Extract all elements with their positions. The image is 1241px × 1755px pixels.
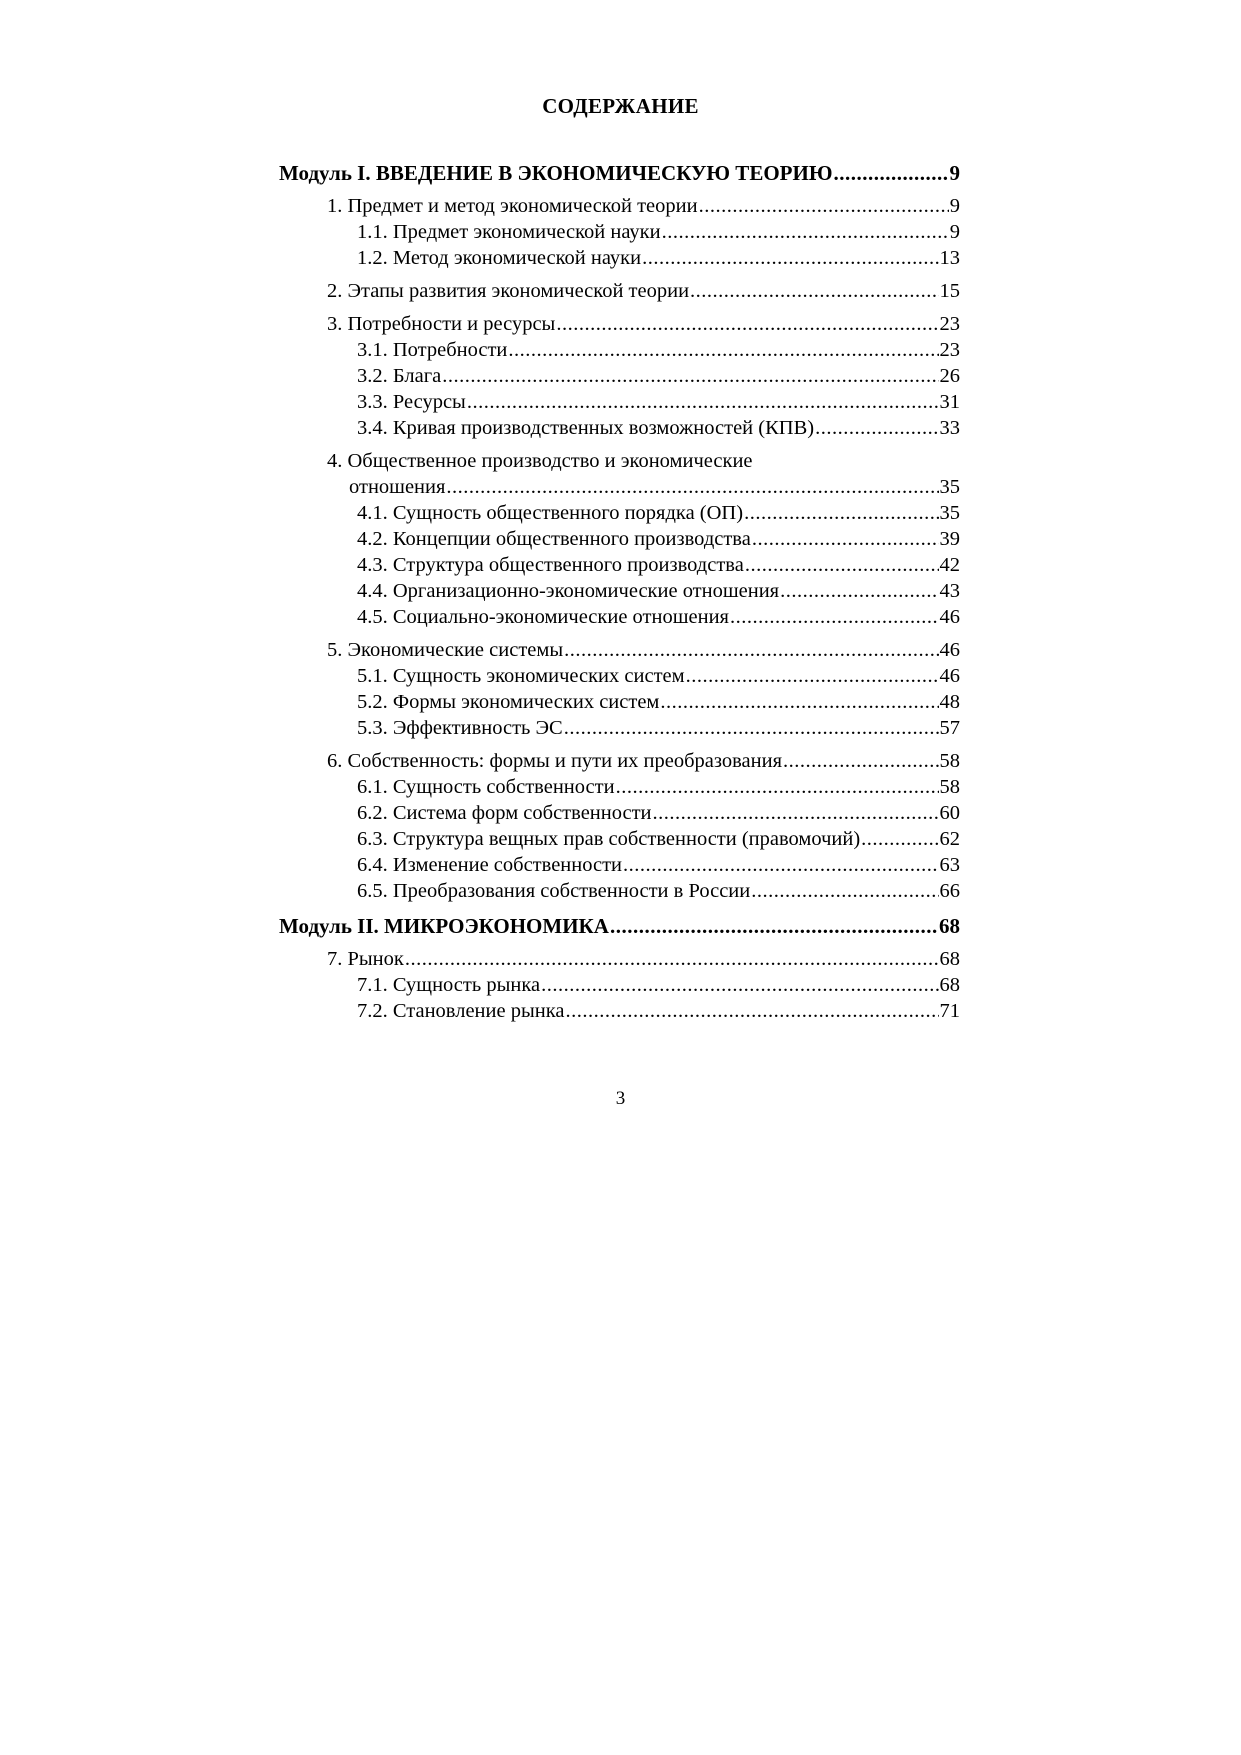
toc-module-title: Модуль I. ВВЕДЕНИЕ В ЭКОНОМИЧЕСКУЮ ТЕОРИЮ	[279, 161, 833, 185]
toc-section-4-5	[279, 604, 960, 630]
dot-leader	[815, 415, 938, 441]
toc-page-number: 66	[939, 880, 960, 902]
dot-leader	[623, 852, 938, 878]
toc-section-title: 6.5. Преобразования собственности в России	[357, 880, 751, 902]
toc-section-1-2	[279, 245, 960, 271]
dot-leader	[653, 800, 939, 826]
toc-section-title: 5.3. Эффективность ЭС	[357, 717, 563, 739]
dot-leader	[744, 500, 938, 526]
toc-page-number: 43	[939, 580, 960, 602]
dot-leader	[699, 193, 949, 219]
toc-section-title: 6.1. Сущность собственности	[357, 776, 615, 798]
toc-chapter-title: 5. Экономические системы	[327, 639, 564, 661]
toc-chapter-title: 3. Потребности и ресурсы	[327, 313, 556, 335]
toc-section-title: 1.2. Метод экономической науки	[357, 247, 642, 269]
toc-section-6-2	[279, 800, 960, 826]
toc-page-number: 62	[939, 828, 960, 850]
toc-section-title: 7.1. Сущность рынка	[357, 974, 541, 996]
toc-page-number: 46	[939, 639, 960, 661]
toc-chapter-title: 1. Предмет и метод экономической теории	[327, 195, 698, 217]
toc-chapter-1	[279, 193, 960, 219]
dot-leader	[833, 160, 948, 186]
toc-page-number: 71	[939, 1000, 960, 1022]
page-number: 3	[615, 1088, 626, 1109]
toc-section-6-3	[279, 826, 960, 852]
toc-section-7-2	[279, 998, 960, 1024]
toc-page-number: 31	[939, 391, 960, 413]
toc-chapter-4	[279, 474, 960, 500]
toc-chapter-title: 2. Этапы развития экономической теории	[327, 280, 690, 302]
toc-section-4-3	[279, 552, 960, 578]
toc-section-title: 3.4. Кривая производственных возможностей (КПВ)	[357, 417, 815, 439]
toc-page-number: 9	[949, 195, 960, 217]
toc-chapter-5	[279, 637, 960, 663]
dot-leader	[442, 363, 938, 389]
toc-section-5-1	[279, 663, 960, 689]
dot-leader	[508, 337, 938, 363]
toc-page-number: 35	[939, 502, 960, 524]
toc-module-2	[279, 913, 960, 939]
dot-leader	[730, 604, 939, 630]
toc-page-number: 35	[939, 476, 960, 498]
toc-page-number: 9	[949, 161, 960, 185]
toc-chapter-2	[279, 278, 960, 304]
toc-section-7-1	[279, 972, 960, 998]
dot-leader	[780, 578, 938, 604]
dot-leader	[662, 219, 949, 245]
dot-leader	[783, 748, 938, 774]
toc-page-number: 23	[939, 339, 960, 361]
toc-section-6-1	[279, 774, 960, 800]
toc-section-5-2	[279, 689, 960, 715]
dot-leader	[660, 689, 938, 715]
toc-section-title: 4.5. Социально-экономические отношения	[357, 606, 729, 628]
toc-section-title: 4.3. Структура общественного производства	[357, 554, 744, 576]
toc-section-3-2	[279, 363, 960, 389]
toc-chapter-4-title-line: 4. Общественное производство и экономические	[327, 450, 753, 472]
toc-section-6-4	[279, 852, 960, 878]
toc-section-5-3	[279, 715, 960, 741]
toc-section-3-1	[279, 337, 960, 363]
toc-section-6-5	[279, 878, 960, 904]
toc-section-4-4	[279, 578, 960, 604]
toc-section-title: 1.1. Предмет экономической науки	[357, 221, 661, 243]
toc-section-title: 7.2. Становление рынка	[357, 1000, 565, 1022]
toc-section-title: 3.1. Потребности	[357, 339, 508, 361]
toc-chapter-title: 6. Собственность: формы и пути их преобразования	[327, 750, 783, 772]
dot-leader	[610, 913, 938, 939]
toc-section-1-1	[279, 219, 960, 245]
toc-page-number: 23	[939, 313, 960, 335]
toc-page-number: 46	[939, 665, 960, 687]
dot-leader	[564, 715, 939, 741]
dot-leader	[565, 998, 938, 1024]
dot-leader	[541, 972, 938, 998]
toc-section-title: 4.4. Организационно-экономические отношения	[357, 580, 780, 602]
dot-leader	[690, 278, 938, 304]
toc-section-title: 3.3. Ресурсы	[357, 391, 466, 413]
toc-section-4-2	[279, 526, 960, 552]
toc-section-title: 4.1. Сущность общественного порядка (ОП)	[357, 502, 744, 524]
toc-page-number: 15	[939, 280, 960, 302]
table-of-contents	[279, 160, 960, 1024]
dot-leader	[446, 474, 938, 500]
toc-page-number: 33	[939, 417, 960, 439]
dot-leader	[642, 245, 938, 271]
toc-section-3-3	[279, 389, 960, 415]
toc-section-title: 5.1. Сущность экономических систем	[357, 665, 685, 687]
toc-page-number: 42	[939, 554, 960, 576]
toc-section-3-4	[279, 415, 960, 441]
toc-section-title: 3.2. Блага	[357, 365, 442, 387]
toc-page-number: 60	[939, 802, 960, 824]
toc-page-number: 26	[939, 365, 960, 387]
toc-chapter-title: 7. Рынок	[327, 948, 404, 970]
dot-leader	[616, 774, 939, 800]
toc-page-number: 9	[949, 221, 960, 243]
toc-section-title: 5.2. Формы экономических систем	[357, 691, 660, 713]
dot-leader	[861, 826, 938, 852]
toc-module-1	[279, 160, 960, 186]
toc-page-number: 48	[939, 691, 960, 713]
toc-chapter-6	[279, 748, 960, 774]
dot-leader	[686, 663, 939, 689]
toc-section-4-1	[279, 500, 960, 526]
toc-chapter-3	[279, 311, 960, 337]
toc-page-number: 58	[939, 776, 960, 798]
toc-page-number: 13	[939, 247, 960, 269]
toc-page-number: 68	[939, 948, 960, 970]
toc-module-title: Модуль II. МИКРОЭКОНОМИКА	[279, 914, 609, 938]
toc-section-title: 6.4. Изменение собственности	[357, 854, 623, 876]
toc-page-number: 63	[939, 854, 960, 876]
dot-leader	[745, 552, 939, 578]
dot-leader	[751, 878, 938, 904]
toc-page-number: 68	[939, 914, 960, 938]
toc-page-number: 39	[939, 528, 960, 550]
dot-leader	[752, 526, 939, 552]
toc-chapter-title-continuation: отношения	[349, 476, 446, 498]
toc-section-title: 6.2. Система форм собственности	[357, 802, 652, 824]
toc-section-title: 6.3. Структура вещных прав собственности (правомочий)	[357, 828, 861, 850]
dot-leader	[405, 946, 939, 972]
toc-page-number: 58	[939, 750, 960, 772]
toc-page-number: 46	[939, 606, 960, 628]
dot-leader	[564, 637, 938, 663]
toc-page-number: 57	[939, 717, 960, 739]
dot-leader	[467, 389, 939, 415]
dot-leader	[556, 311, 938, 337]
page-title: СОДЕРЖАНИЕ	[542, 94, 699, 118]
toc-chapter-7	[279, 946, 960, 972]
toc-page-number: 68	[939, 974, 960, 996]
toc-section-title: 4.2. Концепции общественного производства	[357, 528, 751, 550]
